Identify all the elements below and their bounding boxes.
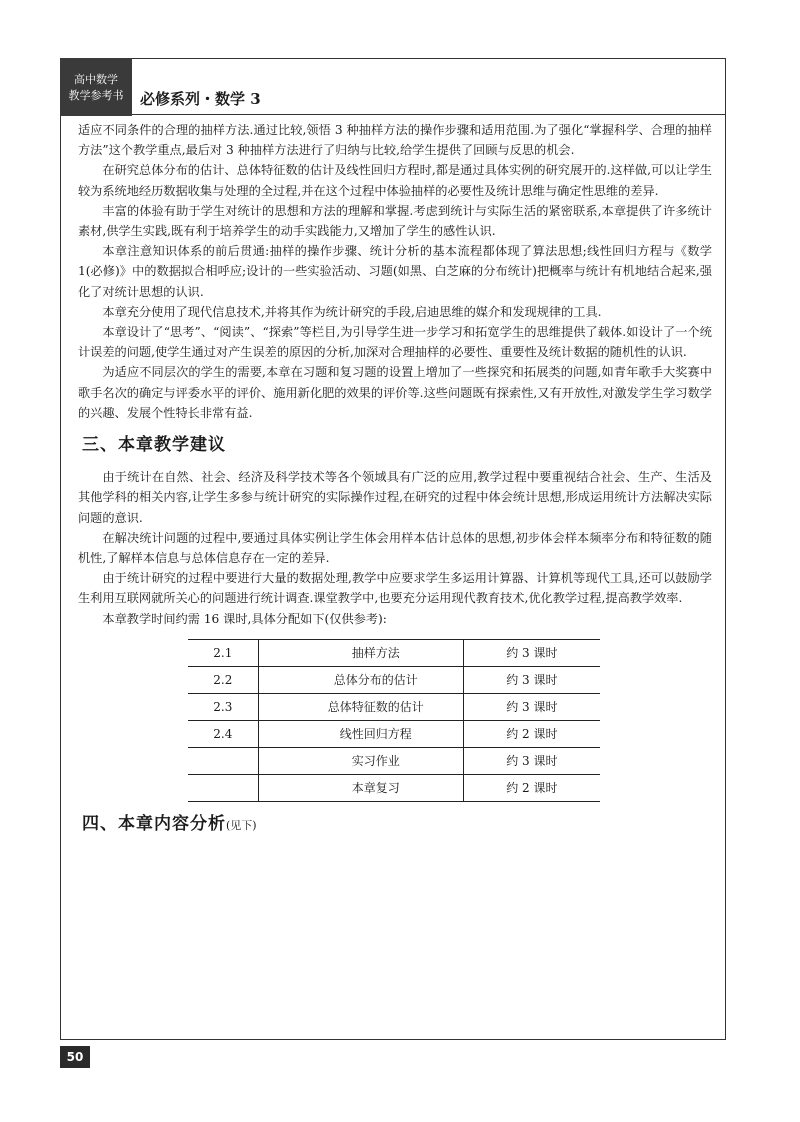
section-cell: 2.4 [188, 720, 258, 747]
topic-cell: 总体特征数的估计 [258, 693, 463, 720]
table-row [188, 693, 600, 720]
header-rule [132, 114, 726, 115]
paragraph: 在解决统计问题的过程中,要通过具体实例让学生体会用样本估计总体的思想,初步体会样本频率分布和特征数的随机性,了解样本信息与总体信息存在一定的差异. [78, 530, 712, 566]
table-row [188, 639, 600, 666]
page-content [78, 120, 712, 848]
section-cell: 2.2 [188, 666, 258, 693]
paragraph: 本章充分使用了现代信息技术,并将其作为统计研究的手段,启迪思维的媒介和发现规律的工具. [102, 304, 602, 319]
section-heading-4: 四、本章内容分析(见下) [82, 813, 257, 834]
hours-cell: 约 3 课时 [463, 666, 600, 693]
topic-cell: 抽样方法 [258, 639, 463, 666]
topic-cell: 总体分布的估计 [258, 666, 463, 693]
paragraph: 适应不同条件的合理的抽样方法.通过比较,领悟 3 种抽样方法的操作步骤和适用范围.为了强化“掌握科学、合理的抽样方法”这个教学重点,最后对 3 种抽样方法进行了归纳与比较,给学生提供了回顾与反思的机会. [78, 123, 712, 158]
series-title: 必修系列・数学 3 [140, 90, 261, 108]
book-badge [60, 58, 132, 116]
paragraph: 为适应不同层次的学生的需要,本章在习题和复习题的设置上增加了一些探究和拓展类的问题,如青年歌手大奖赛中歌手名次的确定与评委水平的评价、施用新化肥的效果的评价等.这些问题既有探索性,又有开放性,对激发学生学习数学的兴趣、发展个性特长非常有益. [78, 365, 712, 420]
hours-cell: 约 3 课时 [463, 693, 600, 720]
hours-cell: 约 2 课时 [463, 774, 600, 801]
topic-cell: 实习作业 [258, 747, 463, 774]
topic-cell: 线性回归方程 [258, 720, 463, 747]
paragraph: 本章设计了“思考”、“阅读”、“探索”等栏目,为引导学生进一步学习和拓宽学生的思维提供了载体.如设计了一个统计误差的问题,使学生通过对产生误差的原因的分析,加深对合理抽样的必要性、重要性及统计数据的随机性的认识. [78, 325, 712, 360]
badge-line-1: 高中数学 [74, 73, 118, 86]
table-row [188, 747, 600, 774]
section-cell: 2.3 [188, 693, 258, 720]
paragraph: 本章教学时间约需 16 课时,具体分配如下(仅供参考): [102, 611, 387, 626]
page-number: 50 [60, 1046, 90, 1068]
topic-cell: 本章复习 [258, 774, 463, 801]
paragraph: 由于统计研究的过程中要进行大量的数据处理,教学中应要求学生多运用计算器、计算机等现代工具,还可以鼓励学生利用互联网就所关心的问题进行统计调查.课堂教学中,也要充分运用现代教育技术,优化教学过程,提高教学效率. [78, 571, 712, 606]
paragraph: 丰富的体验有助于学生对统计的思想和方法的理解和掌握.考虑到统计与实际生活的紧密联系,本章提供了许多统计素材,供学生实践,既有利于培养学生的动手实践能力,又增加了学生的感性认识. [78, 203, 712, 239]
page-header [60, 58, 726, 116]
section-cell [188, 774, 258, 801]
section-cell: 2.1 [188, 639, 258, 666]
section-heading-3: 三、本章教学建议 [82, 435, 226, 456]
section-cell [188, 747, 258, 774]
paragraph: 由于统计在自然、社会、经济及科学技术等各个领域具有广泛的应用,教学过程中要重视结合社会、生产、生活及其他学科的相关内容,让学生多参与统计研究的实际操作过程,在研究的过程中体会统计思想,形成运用统计方法解决实际问题的意识. [78, 470, 712, 525]
paragraph: 在研究总体分布的估计、总体特征数的估计及线性回归方程时,都是通过具体实例的研究展开的.这样做,可以让学生较为系统地经历数据收集与处理的全过程,并在这个过程中体验抽样的必要性及统计思维与确定性思维的差异. [78, 163, 712, 198]
table-row [188, 666, 600, 693]
schedule-table [188, 639, 600, 802]
table-row [188, 720, 600, 747]
hours-cell: 约 2 课时 [463, 720, 600, 747]
section-note: (见下) [226, 818, 257, 832]
badge-line-2: 教学参考书 [68, 89, 124, 102]
hours-cell: 约 3 课时 [463, 639, 600, 666]
table-row [188, 774, 600, 801]
hours-cell: 约 3 课时 [463, 747, 600, 774]
paragraph: 本章注意知识体系的前后贯通:抽样的操作步骤、统计分析的基本流程都体现了算法思想;线性回归方程与《数学 1(必修)》中的数据拟合相呼应;设计的一些实验活动、习题(如黑、白芝麻的分布统计)把概率与统计有机地结合起来,强化了对统计思想的认识. [78, 244, 712, 299]
